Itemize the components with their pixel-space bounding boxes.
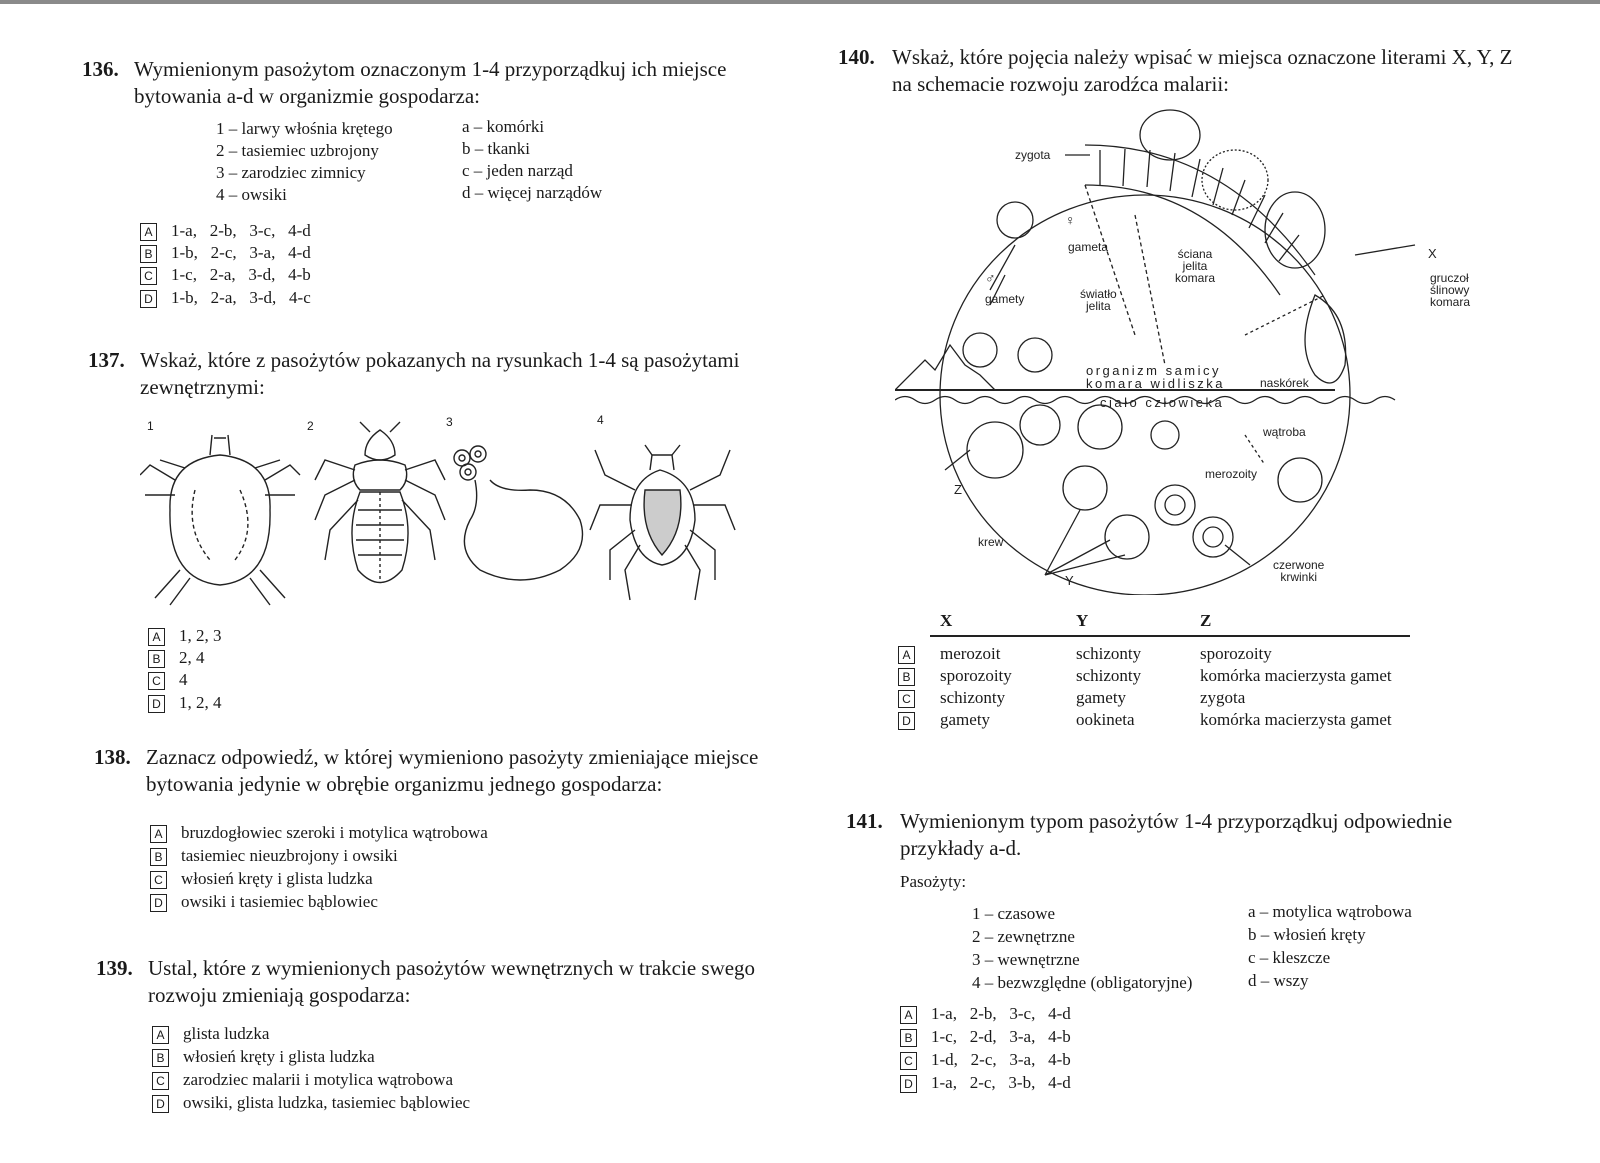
option-box: C: [898, 690, 915, 708]
table-row[interactable]: [898, 688, 1418, 710]
option-text: 1-a, 2-b, 3-c, 4-d: [171, 221, 311, 240]
list-item: 1 – larwy włośnia krętego: [216, 119, 393, 138]
label-line: komara: [1175, 271, 1216, 285]
answer-option-c[interactable]: [150, 869, 373, 889]
answer-option-d[interactable]: [152, 1093, 470, 1113]
option-box: B: [152, 1049, 169, 1067]
list-item: c – kleszcze: [1248, 948, 1331, 967]
list-item: 4 – owsiki: [216, 185, 287, 204]
answer-option-d[interactable]: [148, 693, 222, 713]
table-header-z: Z: [1200, 611, 1212, 630]
option-box: D: [898, 712, 915, 730]
answer-option-d[interactable]: [900, 1073, 1071, 1093]
option-box: B: [150, 848, 167, 866]
table-header-x: X: [940, 611, 953, 630]
option-box: C: [152, 1072, 169, 1090]
question-number: 141.: [846, 809, 883, 833]
question-number: 137.: [88, 348, 125, 372]
option-box: A: [150, 825, 167, 843]
answer-option-b[interactable]: [140, 243, 311, 263]
label-male-symbol: ♂: [985, 270, 996, 286]
malaria-cycle-diagram: [895, 105, 1485, 595]
answer-option-c[interactable]: [152, 1070, 453, 1090]
cell-z: zygota: [1200, 688, 1246, 707]
option-box: C: [140, 267, 157, 285]
option-box: C: [148, 672, 165, 690]
answer-option-c[interactable]: [900, 1050, 1071, 1070]
answer-option-d[interactable]: [140, 288, 311, 308]
option-box: C: [150, 871, 167, 889]
cell-y: schizonty: [1076, 666, 1142, 685]
list-item: 2 – zewnętrzne: [972, 927, 1075, 946]
table-row[interactable]: [898, 710, 1418, 732]
label-line: czerwone: [1273, 558, 1325, 572]
label-line: ślinowy: [1430, 283, 1470, 297]
question-number: 139.: [96, 956, 133, 980]
list-item: 1 – czasowe: [972, 904, 1056, 923]
louse-drawing: [315, 422, 445, 583]
cell-y: schizonty: [1076, 644, 1142, 663]
question-139: [96, 955, 786, 1009]
label-line: organizm samicy: [1086, 363, 1222, 378]
matching-left-list: [216, 118, 393, 206]
option-box: D: [900, 1075, 917, 1093]
matching-right-list: [1248, 900, 1412, 992]
option-text: owsiki, glista ludzka, tasiemiec bąblowiec: [183, 1093, 471, 1112]
label-z-marker: Z: [954, 482, 962, 497]
option-text: 1-a, 2-b, 3-c, 4-d: [931, 1004, 1071, 1023]
label-cialo-czlowieka: ciało człowieka: [1100, 395, 1225, 410]
option-box: B: [898, 668, 915, 686]
question-text: Wymienionym pasożytom oznaczonym 1-4 przyporządkuj ich miejsce bytowania a-d w organizmie gospodarza:: [134, 57, 727, 108]
option-text: 1-b, 2-c, 3-a, 4-d: [171, 243, 311, 262]
label-gamety: gamety: [985, 292, 1025, 306]
answer-option-a[interactable]: [900, 1004, 1071, 1024]
matching-right-list: [462, 116, 602, 204]
label-krew: krew: [978, 535, 1004, 549]
question-138: [94, 744, 774, 798]
question-136: [82, 56, 762, 110]
label-x-marker: X: [1428, 246, 1437, 261]
question-text: Wskaż, które pojęcia należy wpisać w miejsca oznaczone literami X, Y, Z na schemacie rozwoju zarodźca malarii:: [892, 45, 1513, 96]
list-item: a – komórki: [462, 117, 545, 136]
answer-option-b[interactable]: [152, 1047, 375, 1067]
answer-option-b[interactable]: [148, 648, 205, 668]
option-text: 1-c, 2-a, 3-d, 4-b: [171, 265, 311, 284]
question-text: Wymienionym typom pasożytów 1-4 przyporządkuj odpowiednie przykłady a-d.: [900, 809, 1453, 860]
list-item: d – wszy: [1248, 971, 1309, 990]
label-zygota: zygota: [1015, 148, 1051, 162]
answer-option-a[interactable]: [148, 626, 222, 646]
table-row[interactable]: [898, 666, 1418, 688]
option-box: A: [140, 223, 157, 241]
label-line: komara: [1430, 295, 1471, 309]
label-swiatlo-jelita: [1080, 288, 1117, 312]
list-item: a – motylica wątrobowa: [1248, 902, 1412, 921]
cell-x: schizonty: [940, 688, 1006, 707]
answer-option-b[interactable]: [150, 846, 398, 866]
option-box: B: [140, 245, 157, 263]
label-naskorek: naskórek: [1260, 376, 1309, 390]
option-text: glista ludzka: [183, 1024, 270, 1043]
mite-drawing: [140, 435, 300, 605]
option-text: włosień kręty i glista ludzka: [183, 1047, 375, 1066]
label-line: jelita: [1182, 259, 1208, 273]
label-line: światło: [1080, 287, 1117, 301]
list-item: 3 – wewnętrzne: [972, 950, 1080, 969]
cell-z: komórka macierzysta gamet: [1200, 710, 1392, 729]
figure-label-4: 4: [597, 413, 604, 427]
option-box: A: [152, 1026, 169, 1044]
option-text: 1-b, 2-a, 3-d, 4-c: [171, 288, 311, 307]
option-box: D: [150, 894, 167, 912]
cyst-drawing: [454, 446, 583, 580]
label-female-symbol: ♀: [1065, 212, 1076, 228]
list-item: d – więcej narządów: [462, 183, 603, 202]
option-box: A: [898, 646, 915, 664]
option-text: włosień kręty i glista ludzka: [181, 869, 373, 888]
answer-option-b[interactable]: [900, 1027, 1071, 1047]
question-number: 140.: [838, 45, 875, 69]
option-text: 1-c, 2-d, 3-a, 4-b: [931, 1027, 1071, 1046]
option-text: 1-d, 2-c, 3-a, 4-b: [931, 1050, 1071, 1069]
label-line: ściana: [1177, 247, 1213, 261]
label-gameta: gameta: [1068, 240, 1109, 254]
label-organizm-komara: [1086, 364, 1225, 390]
option-box: A: [900, 1006, 917, 1024]
label-line: gruczoł: [1430, 271, 1469, 285]
question-number: 138.: [94, 745, 131, 769]
page-top-border: [0, 0, 1600, 4]
option-text: 1-a, 2-c, 3-b, 4-d: [931, 1073, 1071, 1092]
tick-drawing: [590, 445, 735, 600]
cell-x: gamety: [940, 710, 991, 729]
cell-z: komórka macierzysta gamet: [1200, 666, 1392, 685]
label-merozoity: merozoity: [1205, 467, 1258, 481]
list-item: c – jeden narząd: [462, 161, 573, 180]
label-y-marker: Y: [1065, 573, 1074, 588]
list-item: b – włosień kręty: [1248, 925, 1366, 944]
option-box: B: [900, 1029, 917, 1047]
figure-label-2: 2: [307, 419, 314, 433]
cell-z: sporozoity: [1200, 644, 1272, 663]
option-text: bruzdogłowiec szeroki i motylica wątrobowa: [181, 823, 488, 842]
option-text: owsiki i tasiemiec bąblowiec: [181, 892, 378, 911]
option-box: D: [140, 290, 157, 308]
figure-label-3: 3: [446, 415, 453, 429]
question-text: Ustal, które z wymienionych pasożytów wewnętrznych w trakcie swego rozwoju zmieniają gospodarza:: [148, 956, 756, 1007]
label-line: komara widliszka: [1086, 376, 1225, 391]
table-divider: [930, 635, 1410, 637]
option-box: D: [152, 1095, 169, 1113]
option-box: D: [148, 695, 165, 713]
question-text: Wskaż, które z pasożytów pokazanych na rysunkach 1-4 są pasożytami zewnętrznymi:: [140, 348, 740, 399]
cell-y: gamety: [1076, 688, 1127, 707]
cell-x: sporozoity: [940, 666, 1012, 685]
table-row[interactable]: [898, 644, 1418, 666]
subheading: Pasożyty:: [900, 872, 967, 891]
table-header-y: Y: [1076, 611, 1089, 630]
option-text: zarodziec malarii i motylica wątrobowa: [183, 1070, 453, 1089]
answer-option-a[interactable]: [150, 823, 488, 843]
option-text: 1, 2, 3: [179, 626, 222, 645]
option-box: B: [148, 650, 165, 668]
label-czerwone-krwinki: [1273, 559, 1324, 583]
label-sciana-jelita: [1175, 248, 1215, 284]
label-line: krwinki: [1280, 570, 1318, 584]
option-box: A: [148, 628, 165, 646]
matching-left-list: [972, 902, 1192, 994]
list-item: 4 – bezwzględne (obligatoryjne): [972, 973, 1193, 992]
label-gruczol-slinowy: [1430, 272, 1470, 308]
question-number: 136.: [82, 57, 119, 81]
question-137: [88, 347, 778, 401]
answer-option-d[interactable]: [150, 892, 378, 912]
answer-option-a[interactable]: [140, 221, 311, 241]
option-box: C: [900, 1052, 917, 1070]
question-140: [838, 44, 1528, 98]
option-text: 1, 2, 4: [179, 693, 222, 712]
list-item: 3 – zarodziec zimnicy: [216, 163, 366, 182]
label-line: jelita: [1086, 299, 1111, 313]
cell-x: merozoit: [940, 644, 1001, 663]
figure-label-1: 1: [147, 419, 154, 433]
list-item: b – tkanki: [462, 139, 530, 158]
cell-y: ookineta: [1076, 710, 1135, 729]
label-watroba: wątroba: [1263, 425, 1306, 439]
question-text: Zaznacz odpowiedź, w której wymieniono pasożyty zmieniające miejsce bytowania jedynie w obrębie organizmu jednego gospodarza:: [146, 745, 759, 796]
list-item: 2 – tasiemiec uzbrojony: [216, 141, 379, 160]
parasite-figures: [140, 420, 780, 610]
question-141: [846, 808, 1526, 862]
option-text: tasiemiec nieuzbrojony i owsiki: [181, 846, 398, 865]
answer-option-c[interactable]: [140, 265, 311, 285]
answer-option-c[interactable]: [148, 670, 188, 690]
option-text: 2, 4: [179, 648, 205, 667]
answer-option-a[interactable]: [152, 1024, 269, 1044]
option-text: 4: [179, 670, 188, 689]
